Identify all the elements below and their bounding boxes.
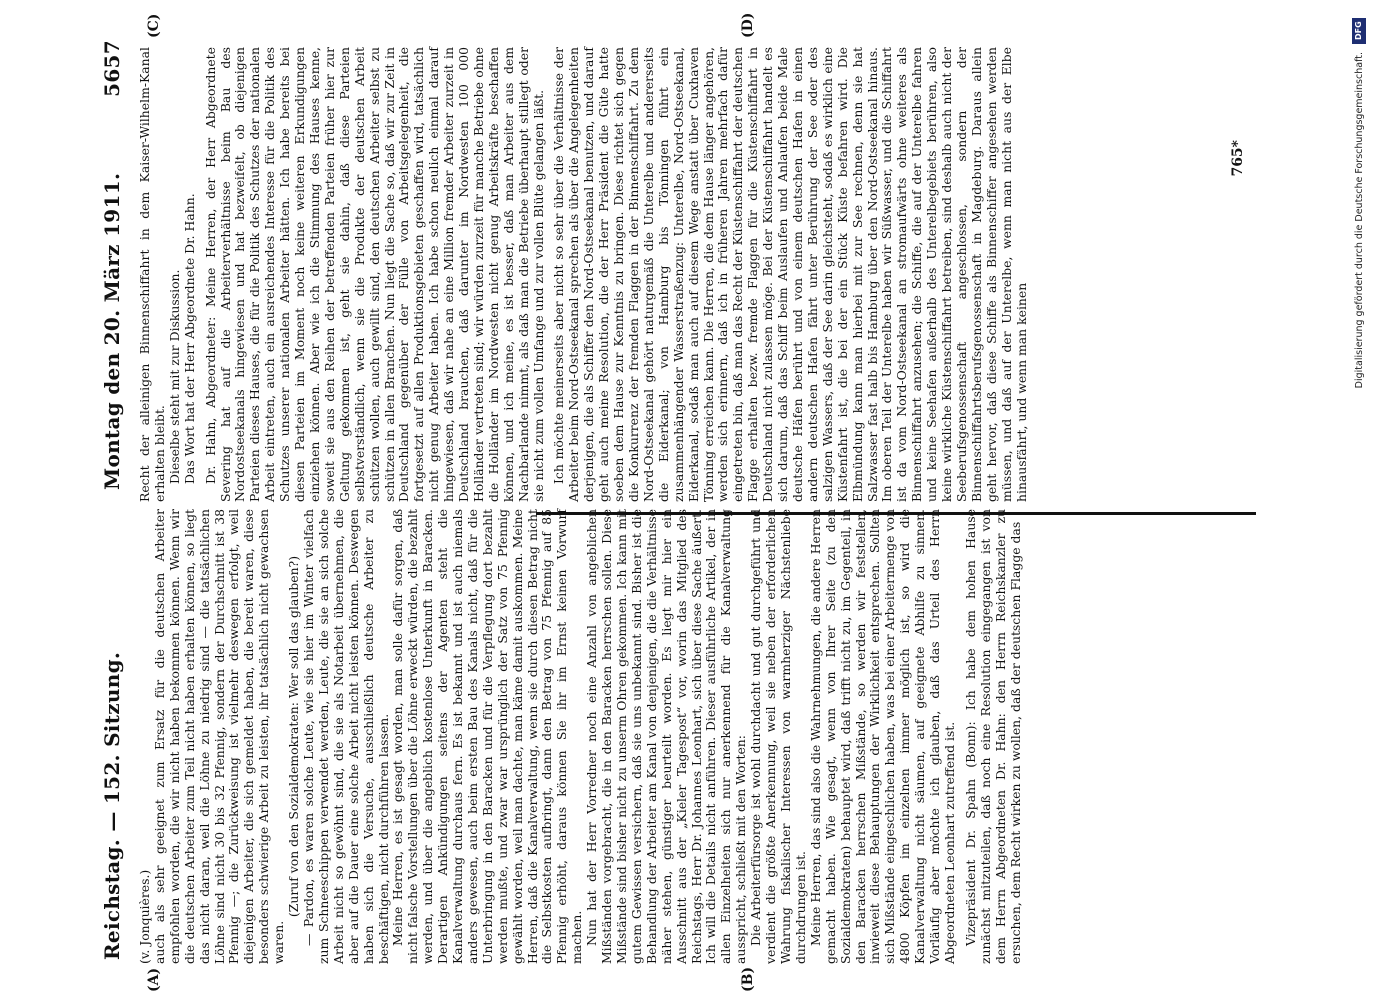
dfg-logo: DFG [1352,18,1366,44]
paragraph: — Pardon, es waren solche Leute, wie sie hier im Winter vielfach zum Schneeschippen verwendet werden, Leute, die sie an sich solche Arbeit nicht so gewöhnt sind, die sie als Notarbeit übernehmen, die aber auf die Dauer eine solche Arbeit nicht leisten können. Deswegen haben sich die Versuche, ausschließlich deutsche Arbeiter zu beschäftigen, nicht durchführen lassen. [300,509,391,964]
paragraph: Dieselbe steht mit zur Diskussion. [166,269,182,484]
margin-marker-c: (C) [146,13,162,38]
document-page [50,0,1350,1000]
signature-mark: 765* [1230,140,1246,177]
header-session: Reichstag. — 152. Sitzung. [100,651,124,960]
left-column [138,509,1023,964]
interjection: (Zuruf von den Sozialdemokraten: Wer soll das glauben?) [286,555,302,918]
speaker-reference: (v. Jonquières.) [137,869,152,964]
paragraph: Meine Herren, das sind also die Wahrnehmungen, die andere Herren gemacht haben. Wie gesagt, wenn von Ihrer Seite (zu den Sozialdemokraten) behauptet wird, daß trifft nicht zu, im Gegenteil, in den Baracken herrschen Mißstände, so werden wir feststellen, inwieweit diese Behauptungen der Wirklichkeit entsprechen. Sollten sich Mißstände eingeschlichen haben, was bei einer Arbeitermenge von 4800 Köpfen im einzelnen immer möglich ist, so wird die Kanalverwaltung nicht säumen, auf geeignete Abhilfe zu sinnen. Vorläufig aber möchte ich glauben, daß das Urteil des Herrn Abgeordneten Leonhart zutreffend ist. [807,509,957,964]
paragraph: Ich möchte meinerseits aber nicht so sehr über die Verhältnisse der Arbeiter beim Nord-Ostseekanal sprechen als über die Angelegenheiten derjenigen, die als Schiffer den Nord-Ostseekanal benutzen, und darauf geht auch meine Resolution, die der Herr Präsident die Güte hatte soeben dem Hause zur Kenntnis zu bringen. Diese richtet sich gegen die Konkurrenz der fremden Flaggen in der Binnenschiffahrt. Zu dem Nord-Ostseekanal gehört naturgemäß die Unterelbe und andererseits die Eiderkanal; von Hamburg bis Tönningen führt ein zusammenhängender Wasserstraßenzug: Unterelbe, Nord-Ostseekanal, Eiderkanal, sodaß man auch auf diesem Wege anstatt über Cuxhaven Tönning erreichen kann. Die Herren, die dem Hause länger angehören, werden sich erinnern, daß ich in früheren Jahren mehrfach dafür eingetreten bin, daß man das Recht der Küstenschiffahrt der deutschen Flagge erhalten bezw. fremde Flaggen für die Küstenschiffahrt in Deutschland nicht zulassen möge. Bei der Küstenschiffahrt handelt es sich darum, daß das Schiff beim Auslaufen und Anlaufen beide Male deutsche Häfen berührt und von einem deutschen Hafen in einen andern deutschen Hafen fährt unter Berührung der See oder des salzigen Wassers, daß der See darin gleichsteht, sodaß es wirklich eine Küstenfahrt ist, die bei der ein Stück Küste befahren wird. Die Elbmündung kann man hierbei mit zur See rechnen, denn sie hat Salzwasser fast halb bis Hamburg über den Nord-Ostseekanal hinaus. Im oberen Teil der Unterelbe haben wir Süßwasser, und die Schiffahrt ist da vom Nord-Ostseekanal an stromaufwärts ohne weiteres als Binnenschiffahrt anzusehen; die Schiffe, die auf der Unterelbe fahren und keine Seehafen außerhalb des Unterelbegebiets berühren, also keine wirkliche Küstenschiffahrt betreiben, sind deshalb auch nicht der Seeberufsgenossenschaft angeschlossen, sondern der Binnenschiffahrtsberufsgenossenschaft in Magdeburg. Daraus allein geht hervor, daß diese Schiffe als Binnenschiffer angesehen werden müssen, und daß auf der Unterelbe, wenn man nicht aus der Elbe hinausfährt, und wenn man keinen [551,47,1029,502]
paragraph: Meine Herren, es ist gesagt worden, man solle dafür sorgen, daß nicht falsche Vorstellungen über die Löhne erweckt würden, die bezahlt werden, und über die angeblich kostenlose Unterkunft in Baracken. Derartigen Ankündigungen seitens der Agenten steht die Kanalverwaltung durchaus fern. Es ist bekannt und ist auch niemals anders gewesen, auch beim ersten Bau des Kanals nicht, daß für die Unterbringung in den Baracken und für die Verpflegung dort bezahlt werden mußte, und zwar war ursprünglich der Satz von 75 Pfennig gewählt worden, weil man dachte, man käme damit auskommen. Meine Herren, daß die Kanalverwaltung, wenn sie durch diesen Betrag nicht die Selbstkosten aufbringt, dann den Betrag von 75 Pfennig auf 85 Pfennig erhöht, daraus können Sie ihr im Ernst keinen Vorwurf machen. [390,509,585,964]
funding-sidebar [1352,18,1370,438]
resolution-text: Recht der alleinigen Binnenschiffahrt in dem Kaiser-Wilhelm-Kanal erhalten bleibt. [137,47,167,502]
speaker-paragraph: Vizepräsident Dr. Spahn (Bonn): Ich habe dem hohen Hause zunächst mitzuteilen, daß noch eine Resolution eingegangen ist von dem Herrn Abgeordneten Dr. Hahn: den Herrn Reichskanzler zu ersuchen, dem Recht wirken zu wollen, daß der deutschen Flagge das [962,509,1023,964]
funding-note: Digitalisierung gefördert durch die Deutsche Forschungsgemeinschaft. [1354,52,1365,389]
paragraph: Nun hat der Herr Vorredner noch eine Anzahl von angeblichen Mißständen vorgebracht, die in den Baracken herrschen sollen. Diese Mißstände sind bisher nicht zu unserm Ohren gekommen. Ich kann mit gutem Gewissen versichern, daß sie uns unbekannt sind. Bisher ist die Behandlung der Arbeiter am Kanal von denjenigen, die die Verhältnisse näher stehen, günstiger beurteilt worden. Es liegt mir hier ein Ausschnitt aus der „Kieler Tagespost“ vor, worin das Mitglied des Reichstags, Herr Dr. Johannes Leonhart, sich über diese Sache äußert. Ich will die Details nicht anführen. Dieser ausführliche Artikel, der in allen Einzelheiten sich nur anerkennend für die Kanalverwaltung ausspricht, schließt mit den Worten: [584,509,749,964]
header-date: Montag den 20. März 1911. [100,172,124,490]
quotation: Die Arbeiterfürsorge ist wohl durchdacht und gut durchgeführt und verdient die größte Anerkennung, weil sie neben der erforderlichen Wahrung fiskalischer Interessen von warmherziger Nächstenliebe durchdrungen ist. [748,509,808,964]
margin-marker-a: (A) [146,967,162,992]
paragraph: auch als sehr geeignet zum Ersatz für die deutschen Arbeiter empfohlen worden, die wir nicht haben bekommen können. Wenn wir die deutschen Arbeiter zum Teil nicht haben erhalten können, so liegt das nicht daran, weil die Löhne zu niedrig sind — die tatsächlichen Löhne sind nicht 30 bis 32 Pfennig, sondern der Durchschnitt ist 38 Pfennig —; die Zurückweisung ist vielmehr deswegen erfolgt, weil diejenigen Arbeiter, die sich gemeldet haben, die bereit waren, diese besonders schwierige Arbeit zu leisten, ihr tatsächlich nicht gewachsen waren. [151,509,287,964]
margin-marker-d: (D) [740,12,756,38]
page-number: 5657 [100,40,124,97]
paragraph: Das Wort hat der Herr Abgeordnete Dr. Hahn. [181,193,197,484]
margin-marker-b: (B) [740,966,756,992]
speaker-paragraph: Dr. Hahn, Abgeordneter: Meine Herren, der Herr Abgeordnete Severing hat auf die Arbeiterverhältnisse beim Bau des Nordostseekanals hingewiesen und hat bezweifelt, ob diejenigen Parteien dieses Hauses, die für die Politik des Schutzes der nationalen Arbeit eintreten, auch ein ausreichendes Interesse für die Politik des Schutzes unserer nationalen Arbeiter hätten. Ich habe bereits bei diesen Parteien im Moment noch keine weiteren Erkundigungen einziehen können. Aber wie ich die Stimmung des Hauses kenne, soweit sie aus den Reihen der betreffenden Parteien früher hier zur Geltung gekommen ist, geht sie dahin, daß diese Parteien selbstverständlich, wenn sie die Produkte der deutschen Arbeit schützen wollen, auch gewillt sind, den deutschen Arbeiter selbst zu schützen in allen Branchen. Nun liegt die Sache so, daß wir zur Zeit in Deutschland gegenüber der Fülle von Arbeitsgelegenheit, die fortgesetzt auf allen Produktionsgebieten geschaffen wird, tatsächlich nicht genug Arbeiter haben. Ich habe schon neulich einmal darauf hingewiesen, daß wir nahe an eine Million fremder Arbeiter zurzeit in Deutschland brauchen, daß darunter im Nordwesten 100 000 Holländer vertreten sind; wir würden zurzeit für manche Betriebe ohne die Holländer im Nordwesten nicht genug Arbeitskräfte beschaffen können, und ich meine, es ist besser, daß man Arbeiter aus dem Nachbarlande nimmt, als daß man die Betriebe überhaupt stillegt oder sie nicht zum vollen Umfange und zur vollen Blüte gelangen läßt. [202,47,546,502]
page-header [100,40,132,960]
right-column [138,47,1029,502]
